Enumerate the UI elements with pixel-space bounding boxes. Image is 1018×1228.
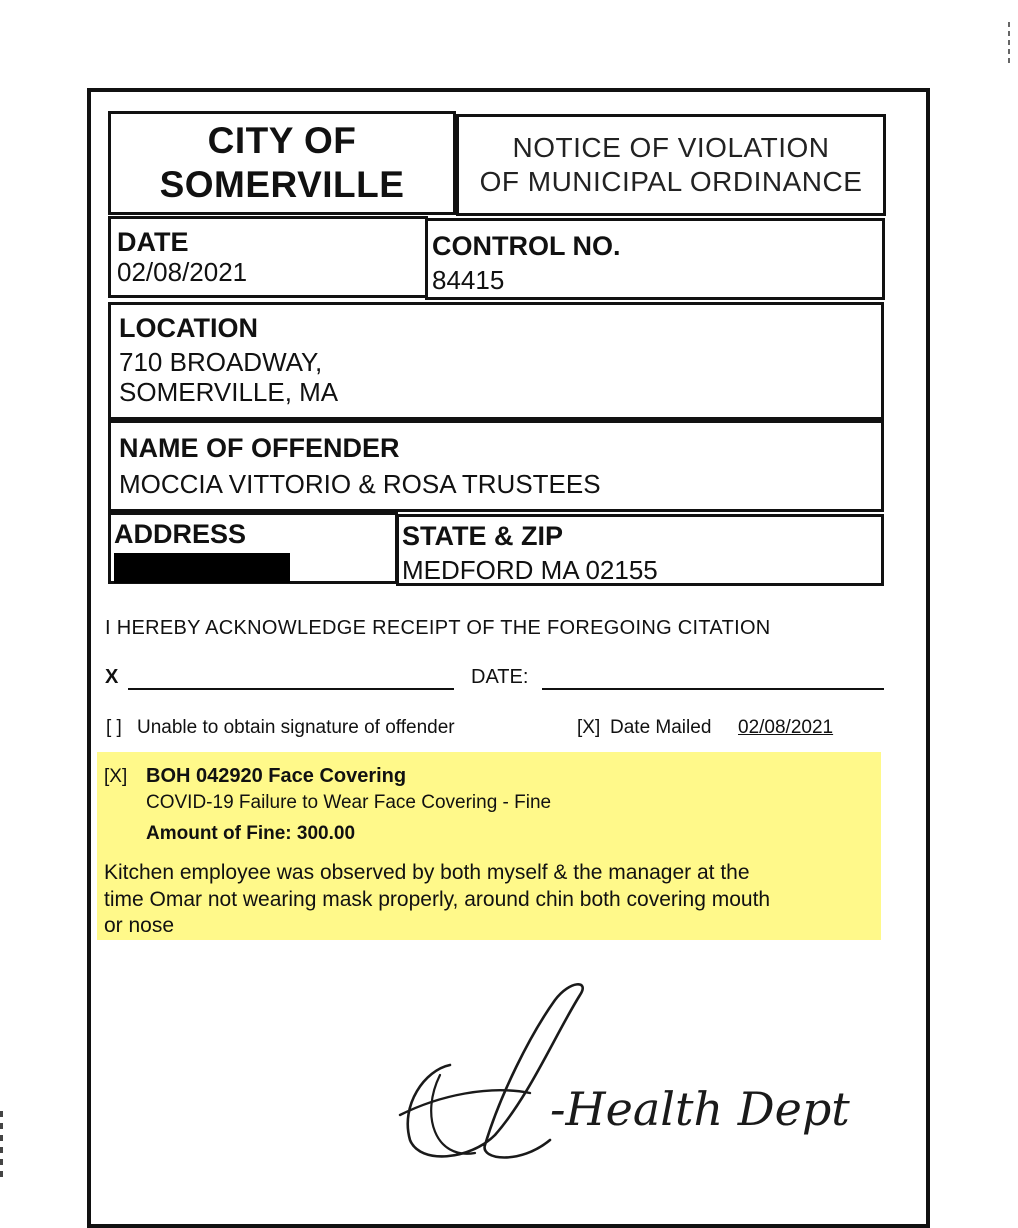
notice-title-line1: NOTICE OF VIOLATION	[512, 132, 830, 163]
signature-mark: X	[105, 666, 119, 688]
address-label: ADDRESS	[114, 519, 247, 549]
signature-line	[128, 688, 454, 690]
unable-label: Unable to obtain signature of offender	[137, 717, 455, 738]
location-label: LOCATION	[119, 313, 258, 343]
notice-title-box	[456, 114, 886, 216]
offender-name-field	[108, 420, 884, 512]
city-title-box	[108, 111, 456, 215]
mailed-date: 02/08/2021	[738, 717, 834, 738]
state-zip-field	[396, 514, 884, 586]
redacted-address	[114, 553, 290, 583]
notice-title-line2: OF MUNICIPAL ORDINANCE	[479, 166, 863, 197]
violation-fine: Amount of Fine: 300.00	[146, 823, 356, 844]
control-number-field	[425, 218, 885, 300]
violation-notes-line2: time Omar not wearing mask properly, around chin both covering mouth	[104, 888, 771, 911]
signature-drawing	[380, 975, 850, 1175]
violation-description: COVID-19 Failure to Wear Face Covering - Fine	[146, 792, 552, 813]
state-zip-value: MEDFORD MA 02155	[402, 555, 658, 585]
mailed-label: Date Mailed	[610, 717, 712, 738]
control-number-value: 84415	[432, 265, 505, 295]
mailed-checkbox: [X]	[577, 717, 601, 738]
scan-margin-marks	[1004, 18, 1014, 78]
offender-name-label: NAME OF OFFENDER	[119, 433, 400, 463]
state-zip-label: STATE & ZIP	[402, 521, 563, 551]
ack-date-line	[542, 688, 884, 690]
violation-notes-line3: or nose	[104, 914, 175, 937]
date-label: DATE	[117, 227, 189, 257]
violation-code: BOH 042920 Face Covering	[146, 765, 407, 787]
acknowledgement-text: I HEREBY ACKNOWLEDGE RECEIPT OF THE FOREGOING CITATION	[105, 617, 771, 639]
scan-margin-marks-left	[0, 1105, 8, 1200]
violation-notes-line1: Kitchen employee was observed by both myself & the manager at the	[104, 861, 750, 884]
ack-date-label: DATE:	[471, 666, 529, 688]
violation-checkbox: [X]	[104, 766, 128, 787]
city-title-line1: CITY OF	[207, 120, 357, 161]
location-line2: SOMERVILLE, MA	[119, 377, 339, 407]
date-field	[108, 216, 428, 298]
offender-name-value: MOCCIA VITTORIO & ROSA TRUSTEES	[119, 469, 601, 499]
control-number-label: CONTROL NO.	[432, 231, 621, 261]
location-line1: 710 BROADWAY,	[119, 347, 323, 377]
signature-text: -Health Dept	[550, 1082, 850, 1136]
location-field	[108, 302, 884, 420]
address-field	[108, 512, 398, 584]
date-value: 02/08/2021	[117, 257, 248, 287]
unable-checkbox: [ ]	[106, 717, 122, 738]
city-title-line2: SOMERVILLE	[159, 164, 405, 205]
